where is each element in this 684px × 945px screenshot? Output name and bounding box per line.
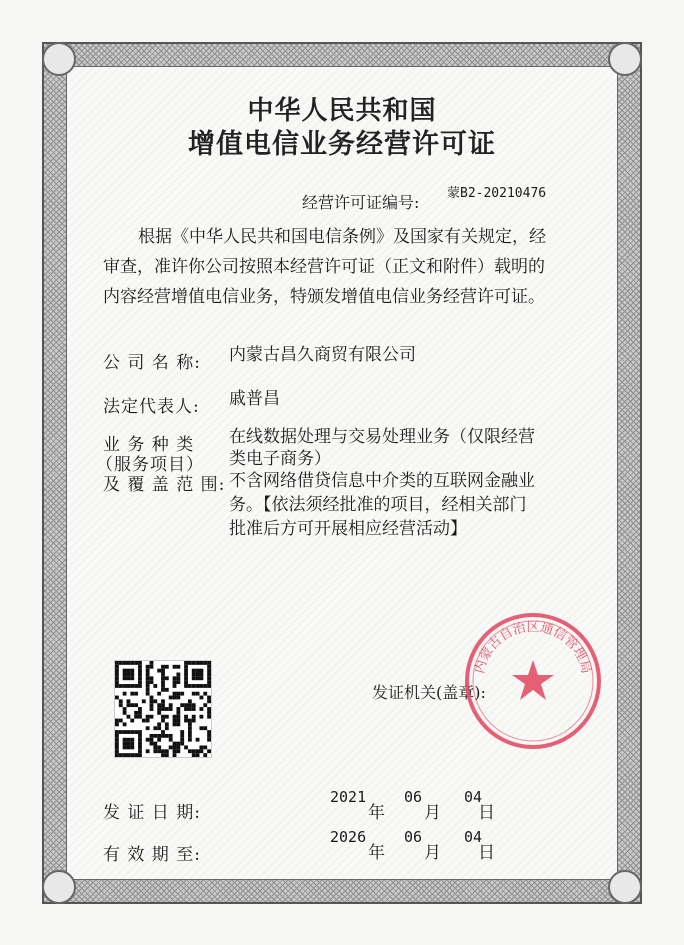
issue-month-unit: 月 [424, 803, 441, 823]
scope-label-line-1: 业 务 种 类 [103, 435, 195, 455]
corner-ornament-icon [608, 870, 642, 904]
issue-day: 04 [464, 788, 483, 806]
seal-text: 内蒙古自治区通信管理局 [472, 620, 594, 676]
scope-value-line-3: 不含网络借贷信息中介类的互联网金融业 [229, 471, 535, 491]
scope-label-line-2: （服务项目） [96, 455, 204, 475]
title-license: 增值电信业务经营许可证 [188, 129, 496, 160]
issuer-label: 发证机关(盖章): [372, 683, 486, 702]
expiry-day: 04 [464, 828, 483, 846]
company-name-value: 内蒙古昌久商贸有限公司 [229, 345, 416, 365]
issue-day-unit: 日 [478, 803, 495, 823]
scope-value-line-5: 批准后方可开展相应经营活动】 [229, 519, 467, 539]
corner-ornament-icon [608, 42, 642, 76]
issue-date-label: 发 证 日 期: [103, 803, 201, 823]
legal-rep-value: 戚普昌 [229, 389, 280, 409]
scope-value-line-2: 类电子商务） [229, 449, 331, 469]
license-number-value: 蒙B2-20210476 [447, 186, 547, 201]
scope-value-line-1: 在线数据处理与交易处理业务（仅限经营 [229, 427, 535, 447]
corner-ornament-icon [42, 870, 76, 904]
official-seal-icon [460, 608, 606, 754]
expiry-day-unit: 日 [478, 843, 495, 863]
corner-ornament-icon [42, 42, 76, 76]
expiry-month: 06 [404, 828, 423, 846]
legal-rep-label: 法定代表人: [103, 397, 200, 417]
title-country: 中华人民共和国 [247, 96, 437, 126]
qr-code-icon [114, 660, 212, 758]
expiry-year: 2026 [330, 828, 367, 846]
scope-value-line-4: 务。【依法须经批准的项目，经相关部门 [229, 495, 527, 515]
expiry-month-unit: 月 [424, 843, 441, 863]
intro-line-2: 审查，准许你公司按照本经营许可证（正文和附件）载明的 [103, 257, 545, 277]
scope-label-line-3: 及 覆 盖 范 围: [103, 475, 226, 495]
issue-year: 2021 [330, 788, 367, 806]
company-name-label: 公 司 名 称: [103, 353, 201, 373]
expiry-year-unit: 年 [368, 843, 385, 863]
license-number-label: 经营许可证编号: [302, 193, 420, 212]
issue-year-unit: 年 [368, 803, 385, 823]
intro-line-3: 内容经营增值电信业务，特颁发增值电信业务经营许可证。 [103, 287, 545, 307]
issue-month: 06 [404, 788, 423, 806]
intro-line-1: 根据《中华人民共和国电信条例》及国家有关规定，经 [138, 227, 546, 247]
expiry-date-label: 有 效 期 至: [103, 845, 201, 865]
